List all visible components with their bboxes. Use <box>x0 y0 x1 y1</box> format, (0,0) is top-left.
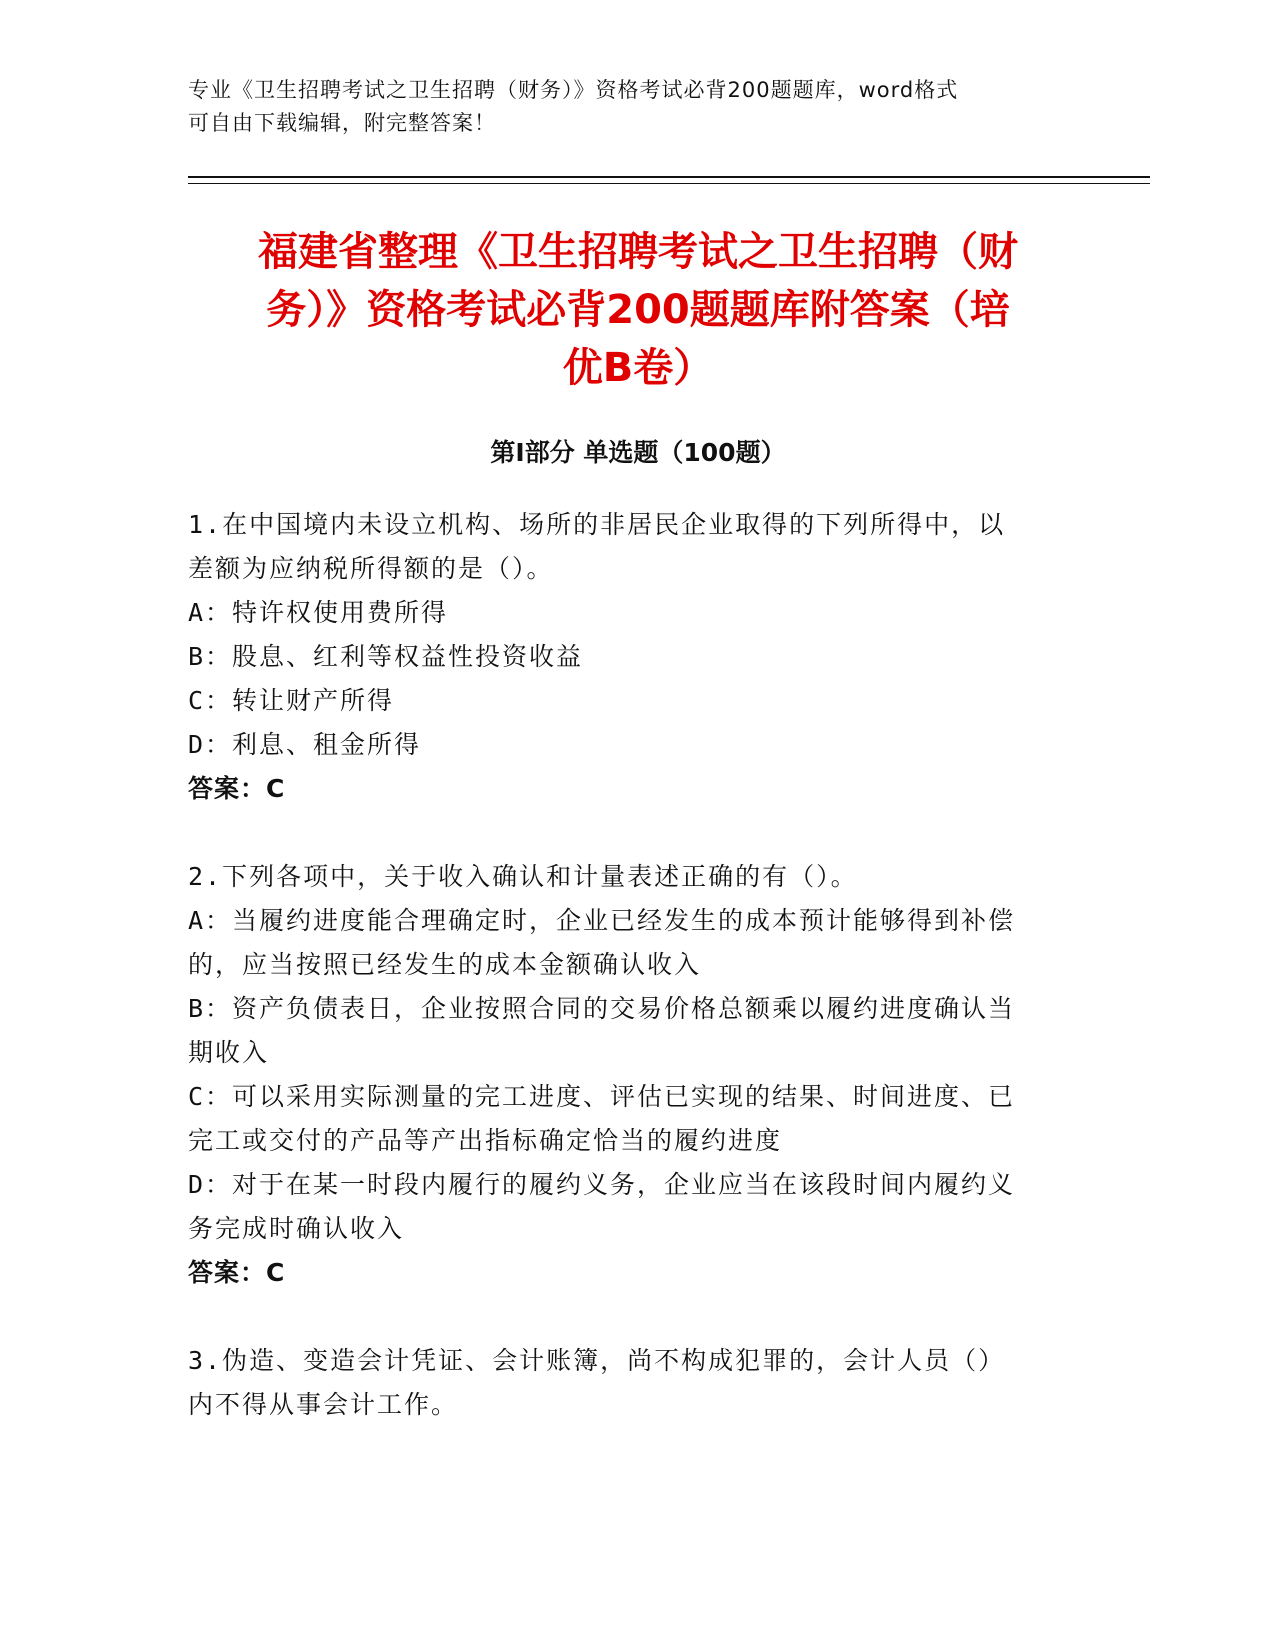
question-2-option-c-line-2: 完工或交付的产品等产出指标确定恰当的履约进度 <box>188 1126 783 1155</box>
question-2-stem-line-1: 2.下列各项中，关于收入确认和计量表述正确的有（）。 <box>188 862 858 891</box>
question-1-option-a: A：特许权使用费所得 <box>188 598 449 627</box>
section-title: 第Ⅰ部分 单选题（100题） <box>490 438 786 467</box>
question-2-option-b-line-2: 期收入 <box>188 1038 270 1067</box>
header-note-line-2: 可自由下载编辑，附完整答案！ <box>188 111 496 135</box>
document-title <box>188 223 1088 397</box>
question-2-answer: 答案：C <box>188 1258 286 1287</box>
header-rule-thin <box>188 183 1150 184</box>
question-3-stem-line-1: 3.伪造、变造会计凭证、会计账簿，尚不构成犯罪的，会计人员（） <box>188 1346 1006 1375</box>
document-title-line-1: 福建省整理《卫生招聘考试之卫生招聘（财 <box>258 229 1018 275</box>
question-2-option-a-line-2: 的，应当按照已经发生的成本金额确认收入 <box>188 950 702 979</box>
question-2-option-a-line-1: A：当履约进度能合理确定时，企业已经发生的成本预计能够得到补偿 <box>188 906 1016 935</box>
question-1-stem-line-2: 差额为应纳税所得额的是（）。 <box>188 554 554 583</box>
header-note <box>188 74 1068 140</box>
question-1-answer: 答案：C <box>188 774 286 803</box>
question-2-option-d-line-2: 务完成时确认收入 <box>188 1214 405 1243</box>
question-2-option-c-line-1: C：可以采用实际测量的完工进度、评估已实现的结果、时间进度、已 <box>188 1082 1016 1111</box>
header-note-line-1: 专业《卫生招聘考试之卫生招聘（财务）》资格考试必背200题题库，word格式 <box>188 78 959 102</box>
question-1-stem-line-1: 1.在中国境内未设立机构、场所的非居民企业取得的下列所得中，以 <box>188 510 1006 539</box>
question-1-option-c: C：转让财产所得 <box>188 686 395 715</box>
question-2-option-d-line-1: D：对于在某一时段内履行的履约义务，企业应当在该段时间内履约义 <box>188 1170 1016 1199</box>
header-rule-thick <box>188 176 1150 178</box>
question-2-option-b-line-1: B：资产负债表日，企业按照合同的交易价格总额乘以履约进度确认当 <box>188 994 1016 1023</box>
question-1-option-b: B：股息、红利等权益性投资收益 <box>188 642 584 671</box>
document-title-line-3: 优B卷） <box>562 345 714 391</box>
document-title-line-2: 务）》资格考试必背200题题库附答案（培 <box>266 287 1010 333</box>
question-3-stem-line-2: 内不得从事会计工作。 <box>188 1390 459 1419</box>
question-1-option-d: D：利息、租金所得 <box>188 730 422 759</box>
